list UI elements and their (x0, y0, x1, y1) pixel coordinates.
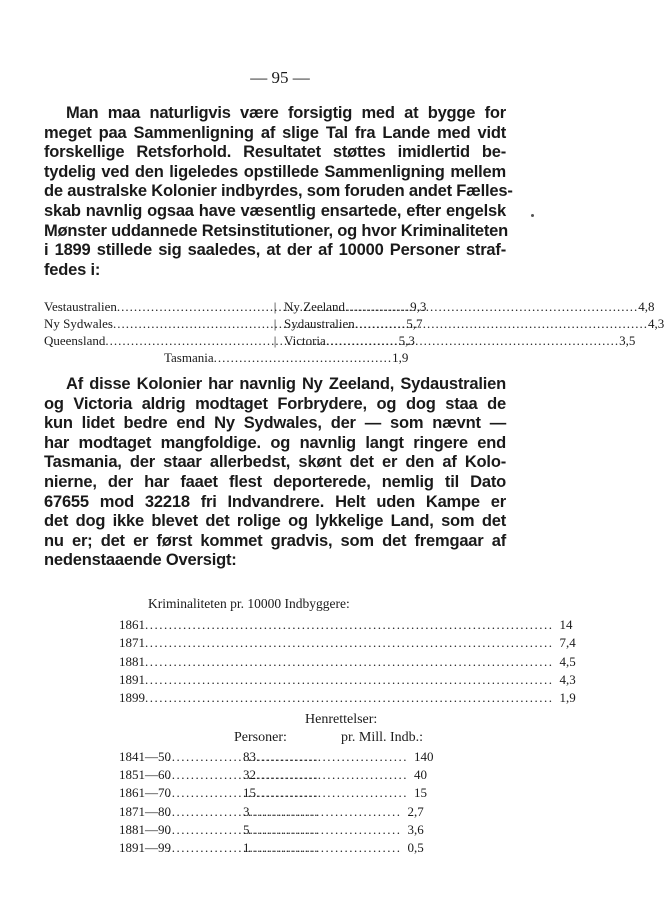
year-cell: 1861 (119, 617, 145, 632)
text-line: nierne, der har faaet flest deporterede, nemlig til Dato (44, 472, 506, 491)
persons-cell: 15 (243, 785, 256, 801)
table-row (119, 748, 434, 766)
per-million-cell: 0,5 (407, 840, 424, 856)
period-cell: 1851—60 (119, 767, 171, 783)
table-row (119, 634, 576, 652)
rate-row: Vestaustralien ..... 9,3 | Ny Zeeland ..... 4,8 (44, 298, 506, 315)
table-row (119, 671, 576, 689)
colony-rate: 1,9 (392, 350, 409, 365)
table-row (119, 653, 576, 671)
page-number: — 95 — (250, 68, 310, 87)
text-line: kun lidet bedre end Ny Sydwales, der — som nævnt — (44, 414, 506, 433)
criminality-table (119, 616, 576, 707)
text-line: og Victoria aldrig modtaget Forbrydere, og dog staa de (44, 394, 506, 413)
table-row (119, 766, 427, 784)
rate-row: Ny Sydwales ..... 5,7 | Sydaustralien ..... 4,3 (44, 315, 506, 332)
table-row (119, 689, 576, 707)
colony-rate: 5,3 (398, 333, 415, 348)
colony-name: Tasmania (164, 350, 214, 365)
text-line: det dog ikke blevet det rolige og lykkelige Land, som det (44, 512, 506, 531)
text-line: skab navnlig ogsaa have væsentlig ensartede, efter engelsk (44, 201, 506, 220)
colony-name: Ny Zeeland (284, 299, 346, 314)
paragraph-intro (44, 104, 513, 280)
colony-rate: 3,5 (619, 333, 636, 348)
text-line: Tasmania, der staar allerbedst, skønt det er den af Kolo- (44, 453, 506, 472)
per-million-cell: 40 (414, 767, 427, 783)
year-cell: 1891 (119, 671, 145, 687)
executions-table-title: Henrettelser: (305, 712, 378, 727)
per-million-cell: 140 (414, 749, 434, 764)
persons-cell: 83 (243, 749, 256, 764)
per-million-cell: 2,7 (407, 803, 424, 819)
colony-rate: 4,8 (638, 299, 655, 314)
rate-row-center: Tasmania .......................................... 1,9 (164, 350, 409, 365)
value-cell: 14 (559, 617, 573, 632)
value-cell: 4,3 (559, 671, 576, 687)
period-cell: 1871—80 (119, 803, 171, 819)
per-million-cell: 15 (414, 785, 427, 801)
period-cell: 1861—70 (119, 785, 171, 801)
year-cell: 1881 (119, 653, 145, 669)
colony-name: Victoria (284, 333, 326, 348)
executions-table (119, 748, 434, 857)
rate-row: Queensland ..... 5,3 | Victoria ..... 3,5 (44, 332, 506, 349)
text-line: meget paa Sammenligning af slige Tal fra Lande med vidt (44, 123, 506, 142)
colony-name: Queensland (44, 333, 106, 348)
table-row (119, 784, 427, 802)
print-speck (531, 214, 534, 217)
colony-name: Vestaustralien (44, 299, 117, 314)
value-cell: 4,5 (559, 653, 576, 669)
colony-name: Ny Sydwales (44, 316, 113, 331)
year-cell: 1871 (119, 635, 145, 651)
persons-cell: 5 (243, 821, 250, 837)
period-cell: 1881—90 (119, 821, 171, 837)
table-row (119, 616, 573, 634)
text-line: nedenstaaende Oversigt: (44, 551, 237, 570)
text-line: tydelig ved den ligeledes opstillede Sammenligning mellem (44, 162, 506, 181)
table-row (119, 839, 424, 857)
year-cell: 1899 (119, 690, 145, 706)
colony-rate: 4,3 (648, 316, 664, 331)
per-million-cell: 3,6 (407, 821, 424, 837)
persons-cell: 1 (243, 840, 250, 856)
text-line: Man maa naturligvis være forsigtig med at bygge for (66, 104, 506, 122)
colony-rates-list (44, 298, 664, 366)
text-line: de australske Kolonier indbyrdes, som foruden andet Fælles- (44, 182, 513, 201)
persons-cell: 32 (243, 767, 256, 783)
table-row (119, 821, 424, 839)
text-line: forskellige Retsforhold. Resultatet støttes imidlertid be- (44, 143, 506, 162)
value-cell: 7,4 (559, 635, 576, 651)
paragraph-discussion (44, 375, 506, 571)
text-line: fedes i: (44, 260, 101, 279)
value-cell: 1,9 (559, 690, 576, 706)
text-line: i 1899 stillede sig saaledes, at der af 10000 Personer straf- (44, 241, 506, 260)
text-line: har modtaget mangfoldige. og navnlig langt ringere end (44, 433, 506, 452)
text-line: Af disse Kolonier har navnlig Ny Zeeland, Sydaustralien (66, 375, 506, 393)
persons-cell: 3 (243, 803, 250, 819)
period-cell: 1841—50 (119, 749, 171, 764)
persons-column-header: Personer: (234, 730, 287, 745)
text-line: Mønster uddannede Retsinstitutioner, og hvor Kriminaliteten (44, 221, 508, 240)
period-cell: 1891—99 (119, 840, 171, 856)
per-million-column-header: pr. Mill. Indb.: (341, 730, 424, 745)
text-line: nu er; det er først kommet gradvis, som det fremgaar af (44, 531, 506, 550)
table-row (119, 803, 424, 821)
colony-rate: 9,3 (410, 299, 427, 314)
colony-rate: 5,7 (406, 316, 423, 331)
colony-name: Sydaustralien (284, 316, 355, 331)
text-line: 67655 mod 32218 fri Indvandrere. Helt uden Kampe er (44, 492, 506, 511)
criminality-table-title: Kriminaliteten pr. 10000 Indbyggere: (148, 596, 350, 611)
